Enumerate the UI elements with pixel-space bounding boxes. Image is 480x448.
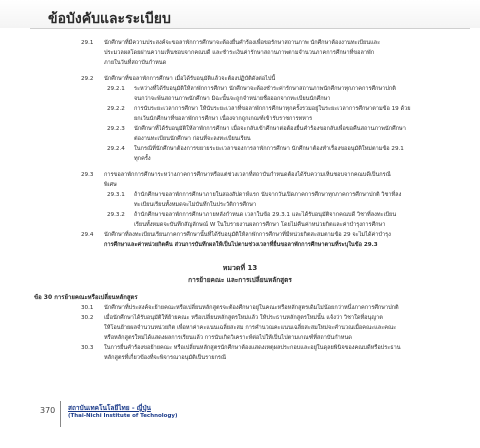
subclause-number: 29.2.2 — [107, 106, 125, 112]
header-divider — [30, 28, 470, 29]
subclause-text: นักศึกษาที่ได้รับอนุมัติให้ลาพักการศึกษา เมื่อจะกลับเข้าศึกษาต่อต้องยื่นคำร้องขอกลับเพื่อขอคืนสถานภาพนักศึกษา — [134, 126, 406, 132]
clause-30-3 — [0, 343, 480, 353]
footer-divider — [60, 401, 61, 427]
clause-29-3 — [0, 170, 480, 180]
clause-30-2 — [0, 313, 480, 323]
page-number: 370 — [40, 406, 56, 415]
clause-29-4 — [0, 230, 480, 240]
subclause-text: ถ้านักศึกษาขอลาพักการศึกษาภายหลังกำหนด เวลาในข้อ 29.3.1 และได้รับอนุมัติจากคณบดี วิชาที่ลงทะเบียน — [134, 212, 397, 218]
clause-number: 29.2 — [81, 76, 94, 82]
subclause-number: 29.3.2 — [107, 212, 125, 218]
clause-text: นักศึกษาที่มีความประสงค์จะขอลาพักการศึกษาจะต้องยื่นคำร้องเพื่อขอรักษาสถานภาพ นักศึกษาต้องงานทะเบียนและ — [104, 40, 381, 46]
clause-number: 29.4 — [81, 232, 94, 238]
subclause-text: ทะเบียนเรียนทั้งหมดจะไม่บันทึกในประวัติการศึกษา — [134, 202, 257, 208]
clause-text: นักศึกษาที่ประสงค์จะย้ายคณะหรือเปลี่ยนหลักสูตรจะต้องศึกษาอยู่ในคณะหรือหลักสูตรเดิมไม่น้อยกว่าหนึ่งภาคการศึกษาปกติ — [104, 305, 399, 311]
document-body — [0, 38, 480, 363]
footer-institute-name-en: (Thai-Nichi Institute of Technology) — [68, 413, 178, 419]
subclause-text: ถ้านักศึกษาขอลาพักการศึกษาภายในสองสัปดาห์แรก นับจากวันเปิดภาคการศึกษาทุกภาคการศึกษาปกติ วิชาที่ลง — [134, 192, 402, 198]
clause-text: ให้โอนย้ายผลจำนวนหน่วยกิต เพื่อหาค่าคะแนนเฉลี่ยสะสม การคำนวณคะแนนเฉลี่ยสะสมใหม่จะคำนวณเมื่อคณะและคณะ — [104, 325, 397, 331]
page-header-title: ข้อบังคับและระเบียบ — [48, 11, 171, 27]
clause-29-2 — [0, 74, 480, 84]
clause-29-1 — [0, 38, 480, 48]
subclause-29-2-2 — [0, 104, 480, 114]
clause-number: 30.2 — [81, 315, 94, 321]
clause-30-1 — [0, 303, 480, 313]
subclause-text: ระหว่างที่ได้รับอนุมัติให้ลาพักการศึกษา นักศึกษาจะต้องชำระค่ารักษาสถานภาพนักศึกษาทุกภาคการศึกษาปกติ — [134, 86, 396, 92]
subclause-text: ทุกครั้ง — [134, 156, 151, 162]
subclause-number: 29.3.1 — [107, 192, 125, 198]
subclause-number: 29.2.1 — [107, 86, 125, 92]
clause-text: หลักสูตรที่เกี่ยวข้องที่จะพิจารณาอนุมัติเป็นรายกรณี — [104, 355, 227, 361]
subclause-text: จนกว่าจะพ้นสถานภาพนักศึกษา มิฉะนั้นจะถูกจำหน่ายชื่อออกจากทะเบียนนักศึกษา — [134, 96, 331, 102]
section-heading: ข้อ 30 การย้ายคณะหรือเปลี่ยนหลักสูตร — [34, 294, 138, 301]
subclause-text: การนับระยะเวลาการศึกษา ให้นับระยะเวลาที่ขอลาพักการศึกษาทุกครั้งรวมอยู่ในระยะเวลาการศึกษาตามข้อ 19 ด้วย — [134, 106, 411, 112]
clause-number: 29.3 — [81, 172, 94, 178]
subclause-number: 29.2.4 — [107, 146, 125, 152]
clause-text: พิเศษ — [104, 182, 117, 188]
clause-text: เมื่อนักศึกษาได้รับอนุมัติให้ย้ายคณะ หรือเปลี่ยนหลักสูตรใหม่แล้ว ให้ประธานหลักสูตรใหม่นั้น แจ้งว่า วิชาใดที่อนุญาต — [104, 315, 383, 321]
chapter-number: หมวดที่ 13 — [222, 264, 258, 272]
clause-number: 29.1 — [81, 40, 94, 46]
clause-text: นักศึกษาที่ขอลาพักการศึกษา เมื่อได้รับอนุมัติแล้วจะต้องปฏิบัติดังต่อไปนี้ — [104, 76, 276, 82]
subclause-29-3-1 — [0, 190, 480, 200]
clause-text: หรือหลักสูตรใหม่ได้แสดงผลการเรียนแล้ว การนับเกิดวิเคราะห์ต่อไปให้เป็นไปตามเกณฑ์ที่สถาบันกำหนด — [104, 335, 352, 341]
clause-text-bold: การศึกษาและค่าหน่วยกิตคืน ส่วนการบันทึกผลให้เป็นไปตามช่วงเวลาที่ยื่นขอลาพักการศึกษาตามที่ระบุในข้อ 29.3 — [104, 242, 378, 248]
clause-number: 30.3 — [81, 345, 94, 351]
clause-text: การขอลาพักการศึกษาระหว่างภาคการศึกษาหรือแต่ช่วงเวลาที่สถาบันกำหนดต้องได้รับความเห็นชอบจากคณบดีเป็นกรณี — [104, 172, 391, 178]
subclause-text: ในกรณีที่นักศึกษาต้องการขยายระยะเวลาของการลาพักการศึกษา นักศึกษาต้องทำเรื่องขออนุมัติใหม่ตามข้อ 29.1 — [134, 146, 404, 152]
subclause-29-2-4 — [0, 144, 480, 154]
subclause-text: ยกเว้นนักศึกษาที่ขอลาพักการศึกษา เนื่องจากถูกเกณฑ์เข้ารับราชการทหาร — [134, 116, 313, 122]
clause-text: ในการยื่นคำร้องขอย้ายคณะ หรือเปลี่ยนหลักสูตรนักศึกษาต้องแสดงเหตุผลประกอบและอยู่ในดุลยพินิจของคณบดีหรือประธาน — [104, 345, 401, 351]
subclause-number: 29.2.3 — [107, 126, 125, 132]
clause-number: 30.1 — [81, 305, 94, 311]
footer-institute-name: สถาบันเทคโนโลยีไทย - ญี่ปุ่น — [68, 404, 151, 412]
clause-text: นักศึกษาที่ลงทะเบียนเรียนภาคการศึกษานั้นที่ได้รับอนุมัติให้ลาพักการศึกษาที่มีหน่วยกิตสะสมตามข้อ 29 จะไม่ได้ค่าบำรุง — [104, 232, 391, 238]
subclause-29-2-1 — [0, 84, 480, 94]
clause-text: ภายในวันที่สถาบันกำหนด — [104, 60, 167, 66]
subclause-29-3-2 — [0, 210, 480, 220]
subclause-text: เรียนทั้งหมดจะบันทึกสัญลักษณ์ W ในใบรายงานผลการศึกษา โดยไม่คืนค่าหน่วยกิตและค่าบำรุงการศึกษา — [134, 222, 386, 228]
subclause-29-2-3 — [0, 124, 480, 134]
chapter-title: การย้ายคณะ และการเปลี่ยนหลักสูตร — [188, 276, 292, 284]
clause-text: ประมวลผลโดยผ่านความเห็นชอบจากคณบดี และชำระเงินค่ารักษาสถานภาพตามจำนวนภาคการศึกษาที่ขอลาพัก — [104, 50, 375, 56]
subclause-text: ต่องานทะเบียนนักศึกษา ก่อนที่จะลงทะเบียนเรียน — [134, 136, 251, 142]
